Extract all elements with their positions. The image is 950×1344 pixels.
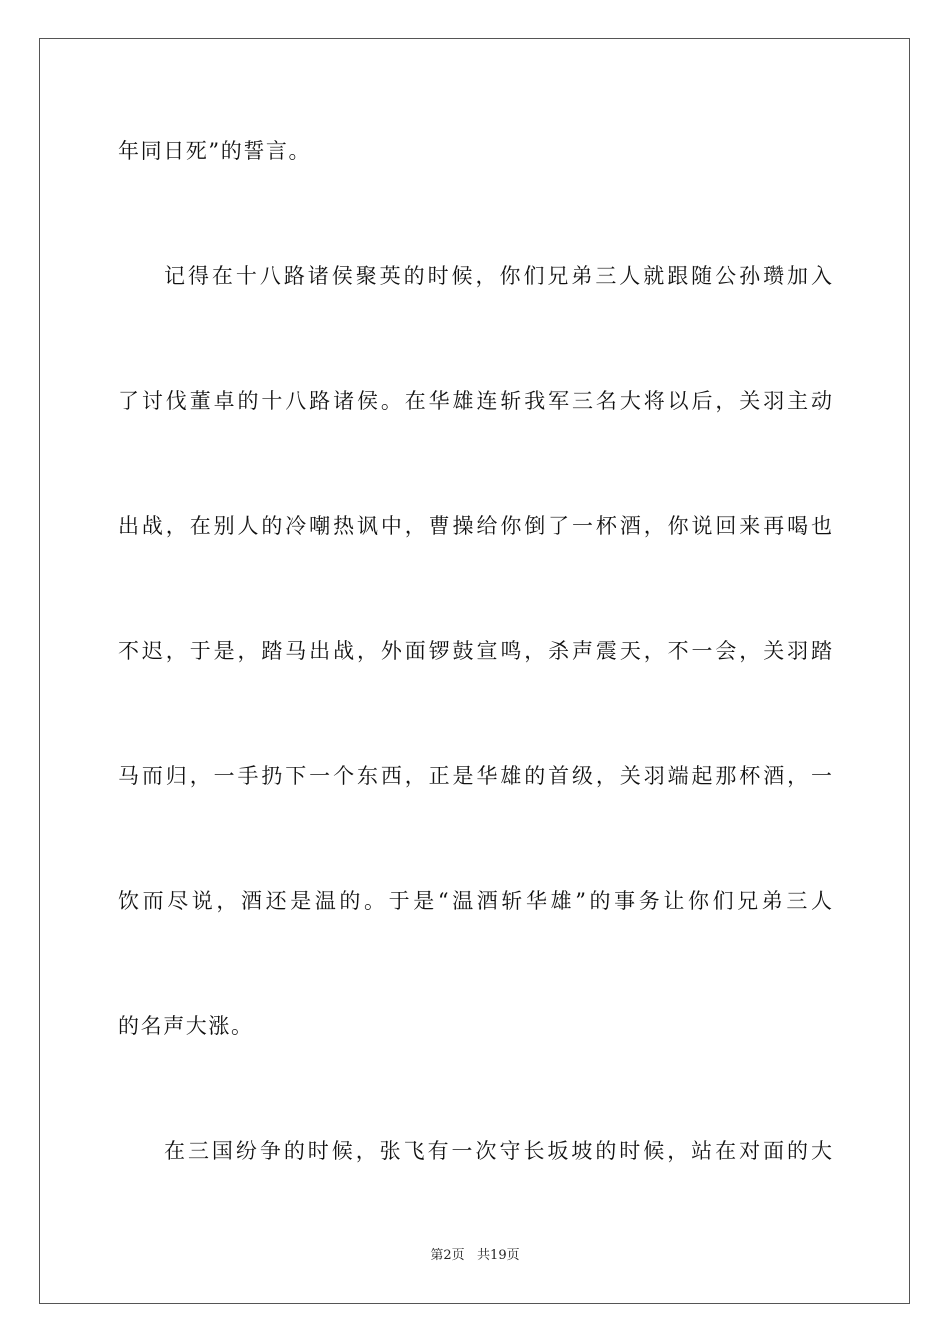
text-line-2: 记得在十八路诸侯聚英的时候，你们兄弟三人就跟随公孙瓒加入 [164, 264, 832, 288]
text-line-5: 不迟，于是，踏马出战，外面锣鼓宣鸣，杀声震天，不一会，关羽踏 [118, 639, 832, 663]
text-line-1: 年同日死”的誓言。 [118, 139, 312, 163]
page-border [39, 38, 910, 1304]
page-footer: 第2页 共19页 [430, 1248, 520, 1263]
text-line-9: 在三国纷争的时候，张飞有一次守长坂坡的时候，站在对面的大 [164, 1139, 832, 1163]
text-line-6: 马而归，一手扔下一个东西，正是华雄的首级，关羽端起那杯酒，一 [118, 764, 832, 788]
text-line-7: 饮而尽说，酒还是温的。于是“温酒斩华雄”的事务让你们兄弟三人 [118, 889, 832, 913]
text-line-8: 的名声大涨。 [118, 1014, 254, 1038]
text-line-4: 出战，在别人的冷嘲热讽中，曹操给你倒了一杯酒，你说回来再喝也 [118, 514, 832, 538]
text-line-3: 了讨伐董卓的十八路诸侯。在华雄连斩我军三名大将以后，关羽主动 [118, 389, 832, 413]
